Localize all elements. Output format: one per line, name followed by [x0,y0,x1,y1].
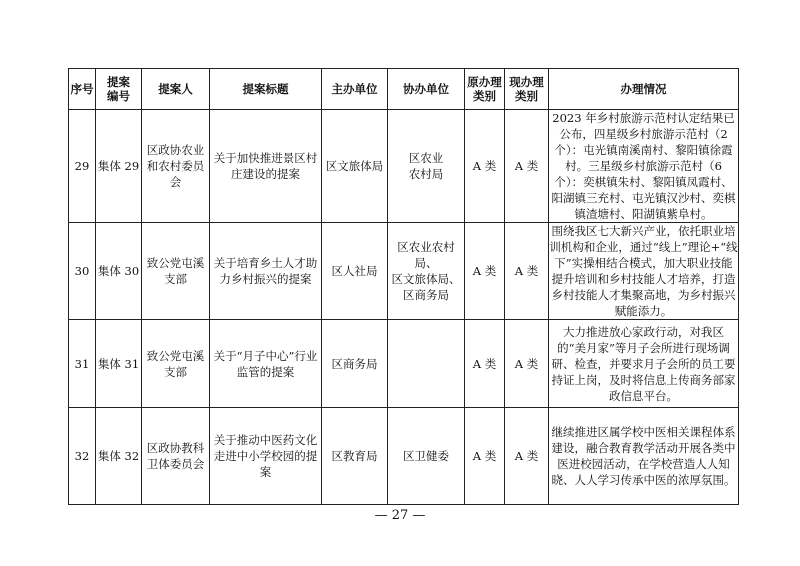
cell-title: 关于“月子中心”行业 监管的提案 [210,320,322,408]
cell-code: 集体 32 [96,408,142,505]
cell-assist-unit: 区卫健委 [388,408,465,505]
cell-orig-category: A 类 [465,320,505,408]
cell-code: 集体 29 [96,110,142,223]
cell-proposer: 区政协农业 和农村委员 会 [142,110,210,223]
cell-orig-category: A 类 [465,110,505,223]
cell-status: 围绕我区七大新兴产业，依托职业培训机构和企业，通过“线上”理论+“线下”实操相结合模式，加大职业技能提升培训和乡村技能人才培养，打造乡村技能人才集聚高地，为乡村振兴赋能添力。 [549,224,738,318]
table-row [69,320,739,408]
cell-cur-category: A 类 [505,110,549,223]
proposal-table [68,68,739,505]
cell-title: 关于推动中医药文化 走进中小学校园的提 案 [210,408,322,505]
cell-code: 集体 31 [96,320,142,408]
cell-lead-unit: 区人社局 [322,223,388,320]
cell-status: 2023 年乡村旅游示范村认定结果已公布，四星级乡村旅游示范村（2 个）：屯光镇南溪南村、黎阳镇徐霞村。三星级乡村旅游示范村（6 个）：奕棋镇朱村、黎阳镇凤霞村、阳湖镇三充村、屯光镇汉沙村、奕棋镇渣塘村、阳湖镇紫阜村。 [549,110,739,223]
header-no: 序号 [69,69,96,110]
cell-title: 关于加快推进景区村 庄建设的提案 [210,110,322,223]
cell-no: 29 [69,110,96,223]
cell-title: 关于培育乡土人才助 力乡村振兴的提案 [210,223,322,320]
cell-proposer: 致公党屯溪 支部 [142,320,210,408]
table-row [69,110,739,223]
header-title: 提案标题 [210,69,322,110]
cell-orig-category: A 类 [465,408,505,505]
cell-status: 继续推进区属学校中医相关课程体系建设，融合教育教学活动开展各类中医进校园活动，在学校营造人人知晓、人人学习传承中医的浓厚氛围。 [549,408,739,505]
header-status: 办理情况 [549,69,739,110]
cell-assist-unit: 区农业 农村局 [388,110,465,223]
cell-orig-category: A 类 [465,223,505,320]
cell-lead-unit: 区文旅体局 [322,110,388,223]
page-number: — 27 — [374,508,426,523]
cell-proposer: 区政协教科 卫体委员会 [142,408,210,505]
cell-cur-category: A 类 [505,408,549,505]
table-row [69,408,739,505]
cell-cur-category: A 类 [505,320,549,408]
header-lead-unit: 主办单位 [322,69,388,110]
table-row [69,223,739,320]
header-orig-category: 原办理 类别 [465,69,505,110]
cell-no: 30 [69,223,96,320]
header-proposer: 提案人 [142,69,210,110]
header-assist-unit: 协办单位 [388,69,465,110]
cell-status: 大力推进放心家政行动，对我区的“美月家”等月子会所进行现场调研、检查，并要求月子会所的员工要持证上岗，及时将信息上传商务部家政信息平台。 [549,320,739,408]
cell-no: 32 [69,408,96,505]
cell-assist-unit [388,320,465,408]
header-cur-category: 现办理 类别 [505,69,549,110]
cell-cur-category: A 类 [505,223,549,320]
cell-code: 集体 30 [96,223,142,320]
cell-lead-unit: 区商务局 [322,320,388,408]
cell-assist-unit: 区农业农村局、 区文旅体局、 区商务局 [388,223,465,320]
header-row [69,69,739,110]
cell-proposer: 致公党屯溪 支部 [142,223,210,320]
cell-lead-unit: 区教育局 [322,408,388,505]
header-code: 提案 编号 [96,69,142,110]
cell-no: 31 [69,320,96,408]
